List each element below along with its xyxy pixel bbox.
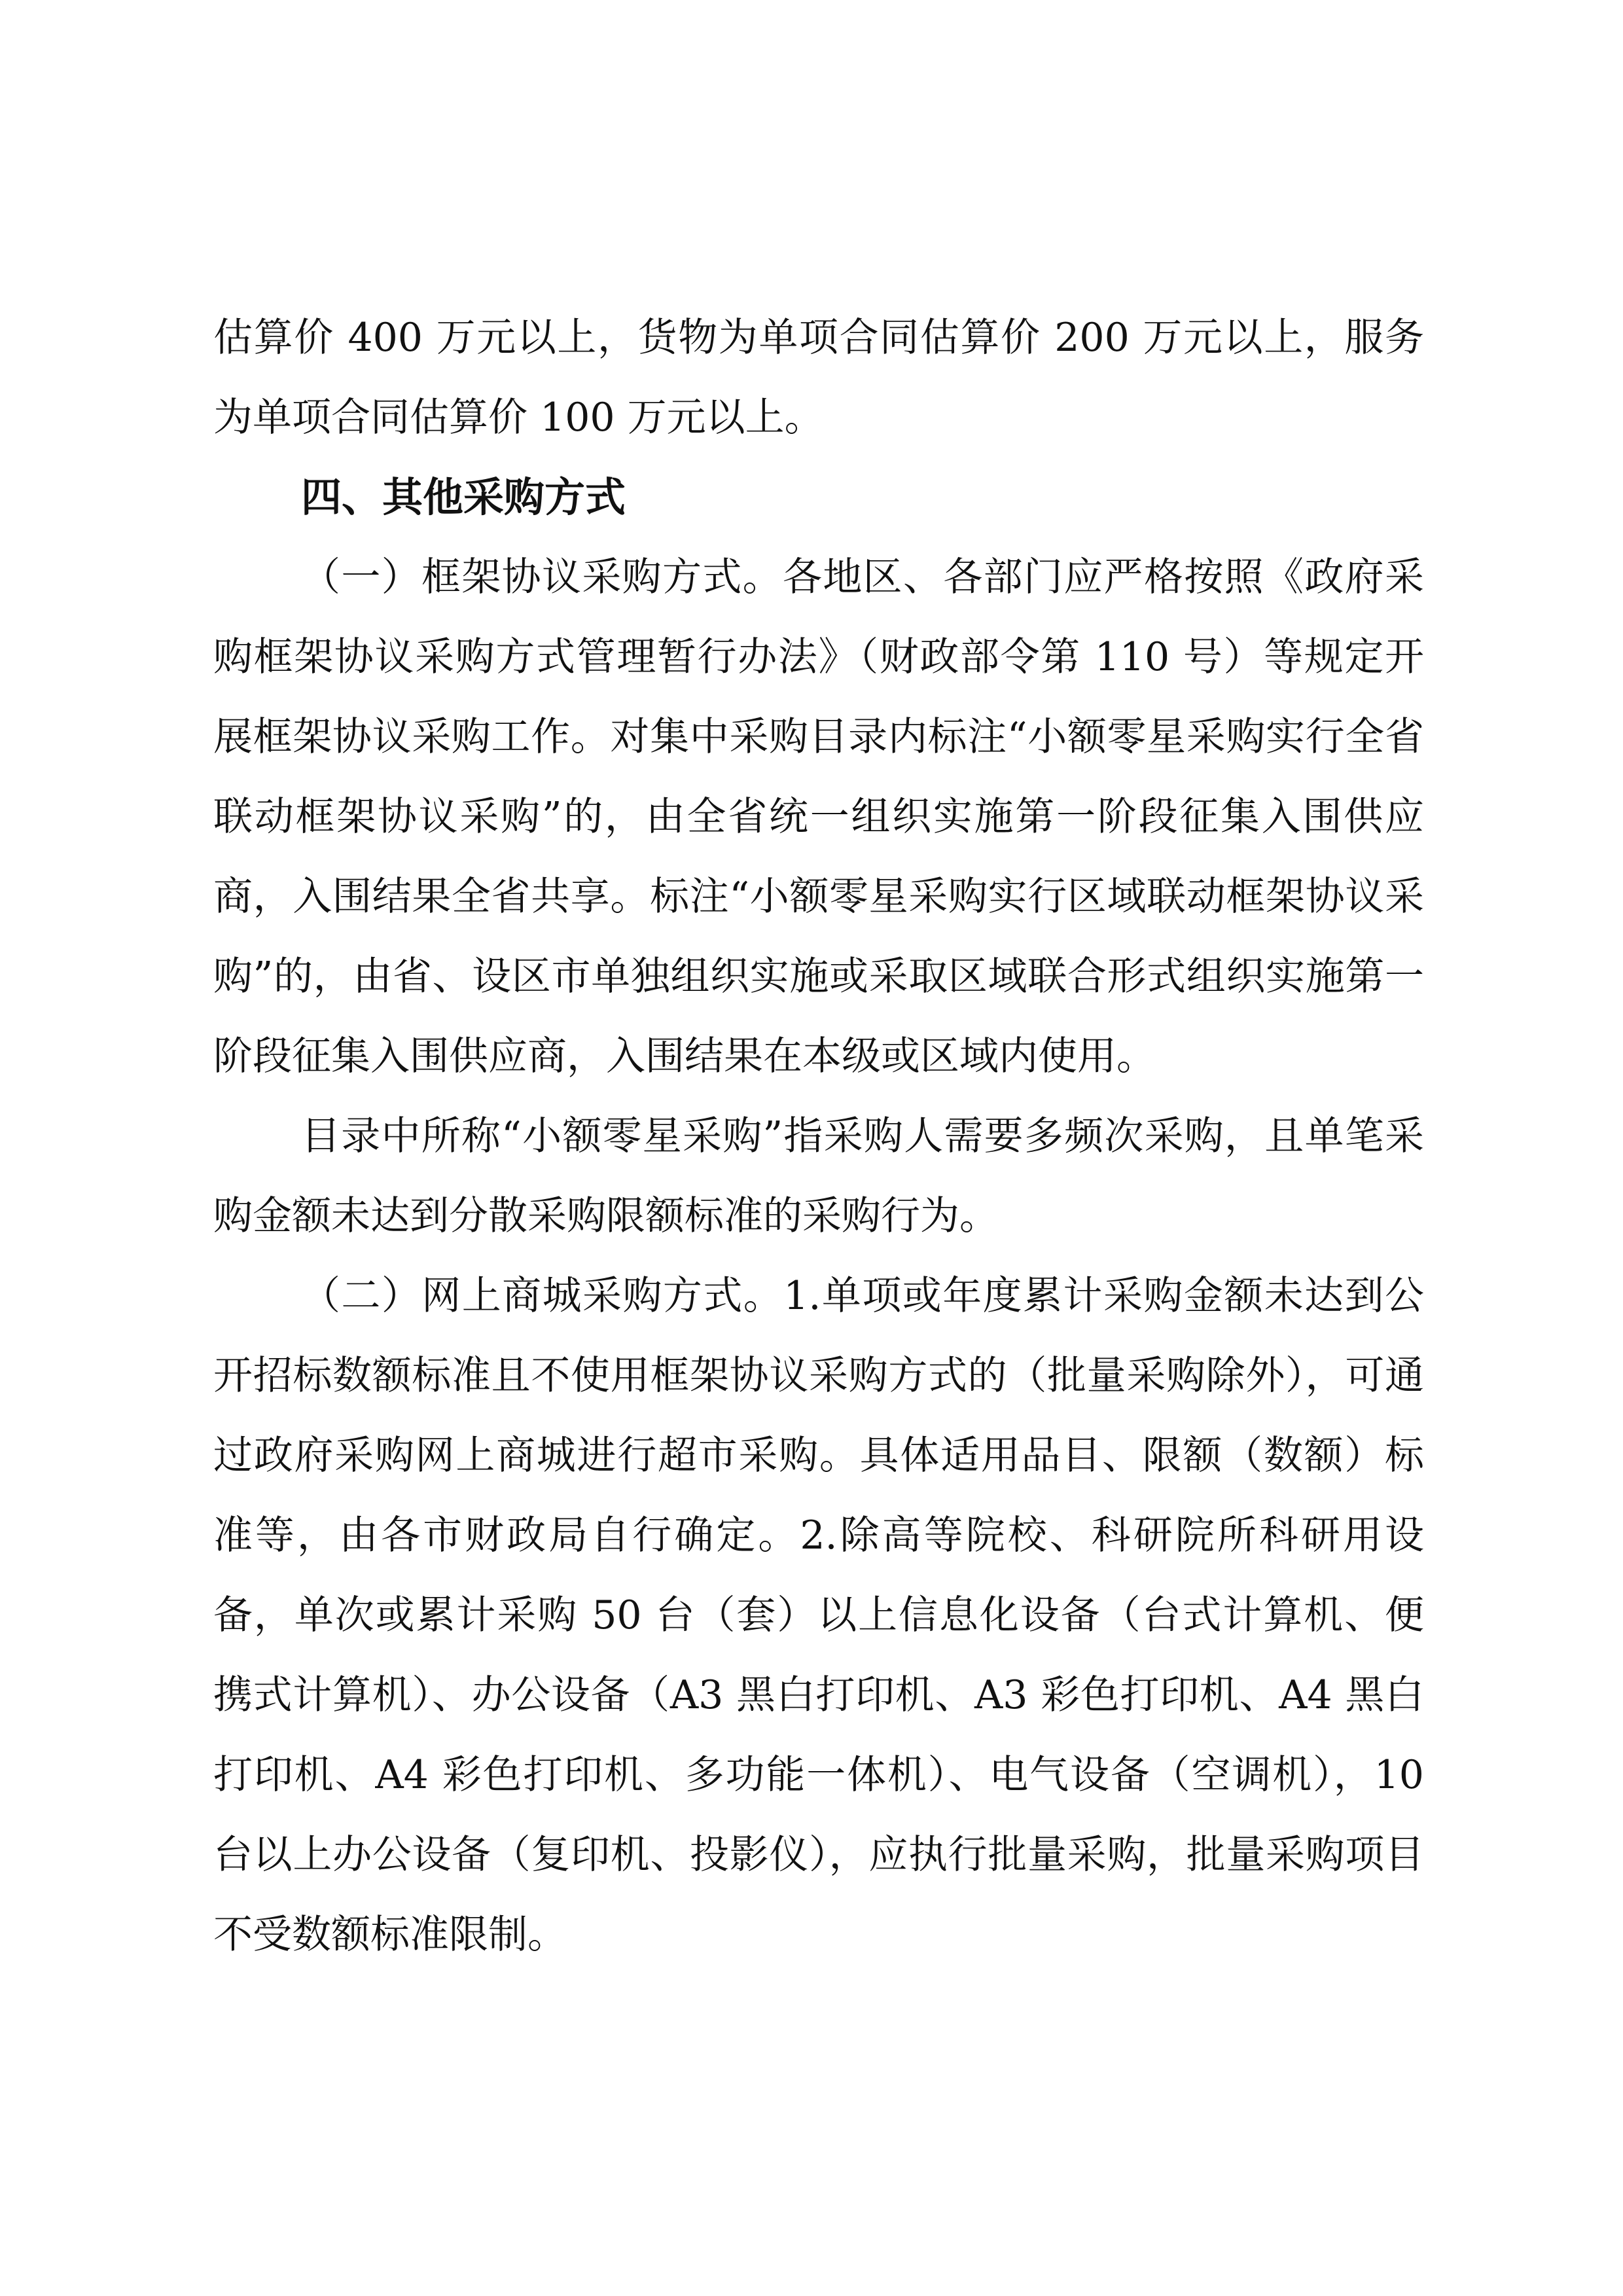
section-heading-other-procurement-methods: 四、其他采购方式: [301, 473, 626, 521]
document-body: [213, 298, 1424, 1975]
paragraph-small-scattered-procurement: 目录中所称“小额零星采购”指采购人需要多频次采购，且单笔采购金额未达到分散采购限额标准的采购行为。: [213, 1113, 1424, 1239]
paragraph-online-mall-procurement: （二）网上商城采购方式。1.单项或年度累计采购金额未达到公开招标数额标准且不使用框架协议采购方式的（批量采购除外），可通过政府采购网上商城进行超市采购。具体适用品目、限额（数额）标准等，由各市财政局自行确定。2.除高等院校、科研院所科研用设备，单次或累计采购 50 台（套）以上信息化设备（台式计算机、便携式计算机）、办公设备（A3 黑白打印机、A3 彩色打印机、A4 黑白打印机、A4 彩色打印机、多功能一体机）、电气设备（空调机），10 台以上办公设备（复印机、投影仪），应执行批量采购，批量采购项目不受数额标准限制。: [213, 1273, 1424, 1958]
paragraph-continuation: 估算价 400 万元以上，货物为单项合同估算价 200 万元以上，服务为单项合同估算价 100 万元以上。: [213, 315, 1424, 440]
paragraph-framework-agreement: （一）框架协议采购方式。各地区、各部门应严格按照《政府采购框架协议采购方式管理暂行办法》（财政部令第 110 号）等规定开展框架协议采购工作。对集中采购目录内标注“小额零星采购实行全省联动框架协议采购”的，由全省统一组织实施第一阶段征集入围供应商，入围结果全省共享。标注“小额零星采购实行区域联动框架协议采购”的，由省、设区市单独组织实施或采取区域联合形式组织实施第一阶段征集入围供应商，入围结果在本级或区域内使用。: [213, 554, 1424, 1079]
